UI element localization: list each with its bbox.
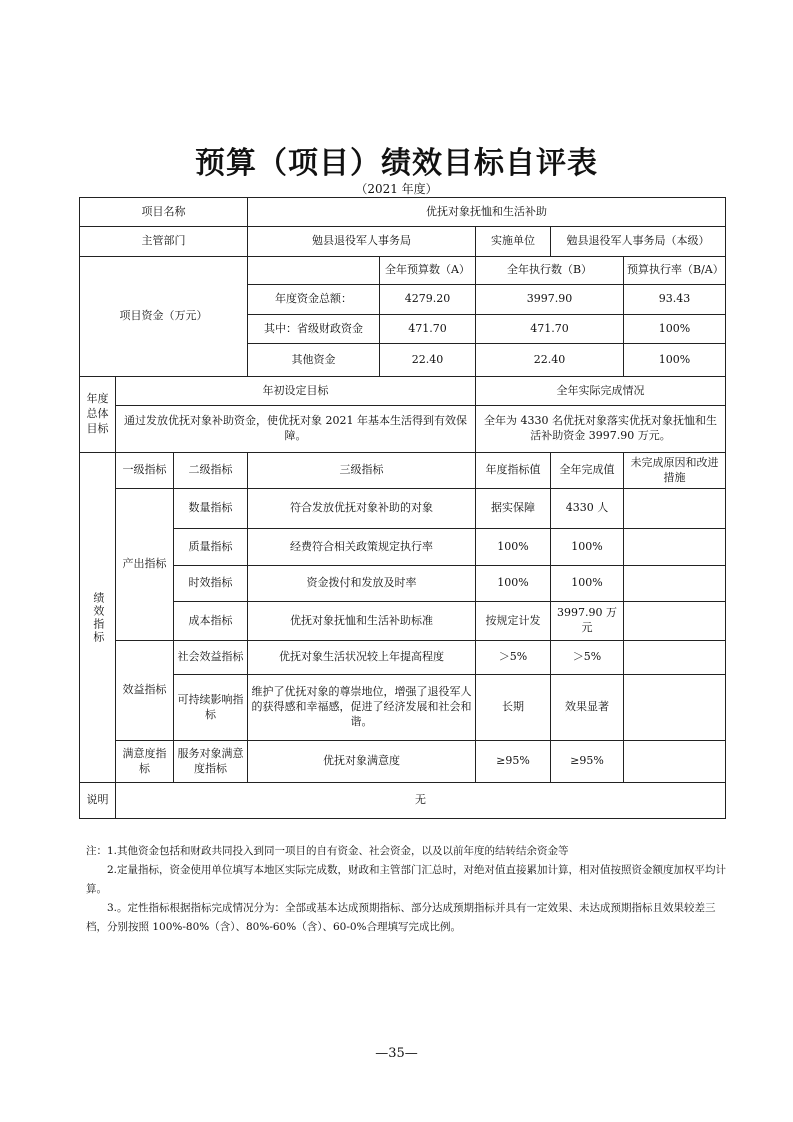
indicator-l2: 可持续影响指标 <box>174 675 248 741</box>
indicator-actual: 100% <box>551 529 624 566</box>
indicator-actual: 100% <box>551 566 624 602</box>
project-name-label: 项目名称 <box>80 198 248 227</box>
indicator-header: 一级指标 <box>116 453 174 489</box>
goals-set-text: 通过发放优抚对象补助资金，使优抚对象 2021 年基本生活得到有效保障。 <box>116 406 476 453</box>
indicator-row <box>80 641 726 675</box>
indicator-l2: 成本指标 <box>174 602 248 641</box>
impl-label: 实施单位 <box>476 227 551 257</box>
funds-row-rate: 93.43 <box>624 285 726 315</box>
indicators-header-row <box>80 453 726 489</box>
funds-row-b: 22.40 <box>476 344 624 377</box>
goals-set-label: 年初设定目标 <box>116 377 476 406</box>
indicator-l2: 服务对象满意度指标 <box>174 741 248 783</box>
indicator-reason <box>624 529 726 566</box>
indicator-header: 未完成原因和改进措施 <box>624 453 726 489</box>
indicator-target: 100% <box>476 529 551 566</box>
indicator-reason <box>624 602 726 641</box>
funds-col-a: 全年预算数（A） <box>380 257 476 285</box>
dept-label: 主管部门 <box>80 227 248 257</box>
indicator-l2: 时效指标 <box>174 566 248 602</box>
indicator-target: ≥95% <box>476 741 551 783</box>
note-line: 3.。定性指标根据指标完成情况分为：全部或基本达成预期指标、部分达成预期指标并具有一定效果、未达成预期指标且效果较差三档，分别按照 100%-80%（含）、80%-60%（含）、60-0%合理填写完成比例。 <box>86 902 716 933</box>
funds-label: 项目资金（万元） <box>80 257 248 377</box>
funds-col-b: 全年执行数（B） <box>476 257 624 285</box>
indicator-reason <box>624 566 726 602</box>
note-line: 2.定量指标，资金使用单位填写本地区实际完成数，财政和主管部门汇总时，对绝对值直接累加计算，相对值按照资金额度加权平均计算。 <box>86 864 727 895</box>
funds-row-a: 471.70 <box>380 315 476 344</box>
indicator-target: ＞5% <box>476 641 551 675</box>
page-title: 预算（项目）绩效目标自评表 <box>195 146 598 181</box>
goals-content-row <box>80 406 726 453</box>
funds-header-empty <box>248 257 380 285</box>
goals-done-label: 全年实际完成情况 <box>476 377 726 406</box>
funds-row-a: 22.40 <box>380 344 476 377</box>
indicator-reason <box>624 741 726 783</box>
indicator-l2: 社会效益指标 <box>174 641 248 675</box>
indicator-header: 全年完成值 <box>551 453 624 489</box>
funds-row-label: 其中：省级财政资金 <box>248 315 380 344</box>
satisfaction-indicator-label: 满意度指标 <box>116 741 174 783</box>
indicators-label: 绩效指标 <box>80 453 116 783</box>
note-line: 注：1.其他资金包括和财政共同投入到同一项目的自有资金、社会资金，以及以前年度的结转结余资金等 <box>86 845 569 857</box>
page-number: —35— <box>375 1046 418 1061</box>
indicator-l3: 经费符合相关政策规定执行率 <box>248 529 476 566</box>
indicator-target: 100% <box>476 566 551 602</box>
indicator-row <box>80 602 726 641</box>
indicator-row <box>80 529 726 566</box>
effect-indicator-label: 效益指标 <box>116 641 174 741</box>
goals-header-row <box>80 377 726 406</box>
indicator-actual: 效果显著 <box>551 675 624 741</box>
indicator-reason <box>624 489 726 529</box>
funds-row-a: 4279.20 <box>380 285 476 315</box>
indicator-l3: 符合发放优抚对象补助的对象 <box>248 489 476 529</box>
indicator-target: 长期 <box>476 675 551 741</box>
funds-header-row <box>80 257 726 285</box>
indicator-l3: 维护了优抚对象的尊崇地位，增强了退役军人的获得感和幸福感，促进了经济发展和社会和谐。 <box>248 675 476 741</box>
indicator-l2: 质量指标 <box>174 529 248 566</box>
dept-value: 勉县退役军人事务局 <box>248 227 476 257</box>
remark-label: 说明 <box>80 783 116 819</box>
indicator-actual: 4330 人 <box>551 489 624 529</box>
remark-row <box>80 783 726 819</box>
indicator-target: 按规定计发 <box>476 602 551 641</box>
report-year: （2021 年度） <box>355 182 438 196</box>
indicator-actual: 3997.90 万元 <box>551 602 624 641</box>
indicator-target: 据实保障 <box>476 489 551 529</box>
indicator-header: 年度指标值 <box>476 453 551 489</box>
funds-row-rate: 100% <box>624 344 726 377</box>
funds-row-b: 471.70 <box>476 315 624 344</box>
indicator-row <box>80 489 726 529</box>
project-name-value: 优抚对象抚恤和生活补助 <box>248 198 726 227</box>
indicator-reason <box>624 675 726 741</box>
indicator-l2: 数量指标 <box>174 489 248 529</box>
indicator-actual: ≥95% <box>551 741 624 783</box>
indicator-l3: 优抚对象满意度 <box>248 741 476 783</box>
remark-value: 无 <box>116 783 726 819</box>
funds-col-rate: 预算执行率（B/A） <box>624 257 726 285</box>
indicator-actual: ＞5% <box>551 641 624 675</box>
indicator-reason <box>624 641 726 675</box>
funds-row-rate: 100% <box>624 315 726 344</box>
funds-row-b: 3997.90 <box>476 285 624 315</box>
indicator-l3: 资金拨付和发放及时率 <box>248 566 476 602</box>
funds-row-label: 其他资金 <box>248 344 380 377</box>
indicator-l3: 优抚对象生活状况较上年提高程度 <box>248 641 476 675</box>
funds-row-label: 年度资金总额： <box>248 285 380 315</box>
goals-label: 年度总体目标 <box>80 377 116 453</box>
department-row <box>80 227 726 257</box>
goals-done-text: 全年为 4330 名优抚对象落实优抚对象抚恤和生活补助资金 3997.90 万元。 <box>476 406 726 453</box>
evaluation-table <box>79 197 726 819</box>
indicator-row <box>80 675 726 741</box>
impl-value: 勉县退役军人事务局（本级） <box>551 227 726 257</box>
indicator-header: 二级指标 <box>174 453 248 489</box>
indicator-row <box>80 741 726 783</box>
indicator-l3: 优抚对象抚恤和生活补助标准 <box>248 602 476 641</box>
indicator-row <box>80 566 726 602</box>
output-indicator-label: 产出指标 <box>116 489 174 641</box>
notes <box>86 842 726 937</box>
indicator-header: 三级指标 <box>248 453 476 489</box>
project-name-row <box>80 198 726 227</box>
